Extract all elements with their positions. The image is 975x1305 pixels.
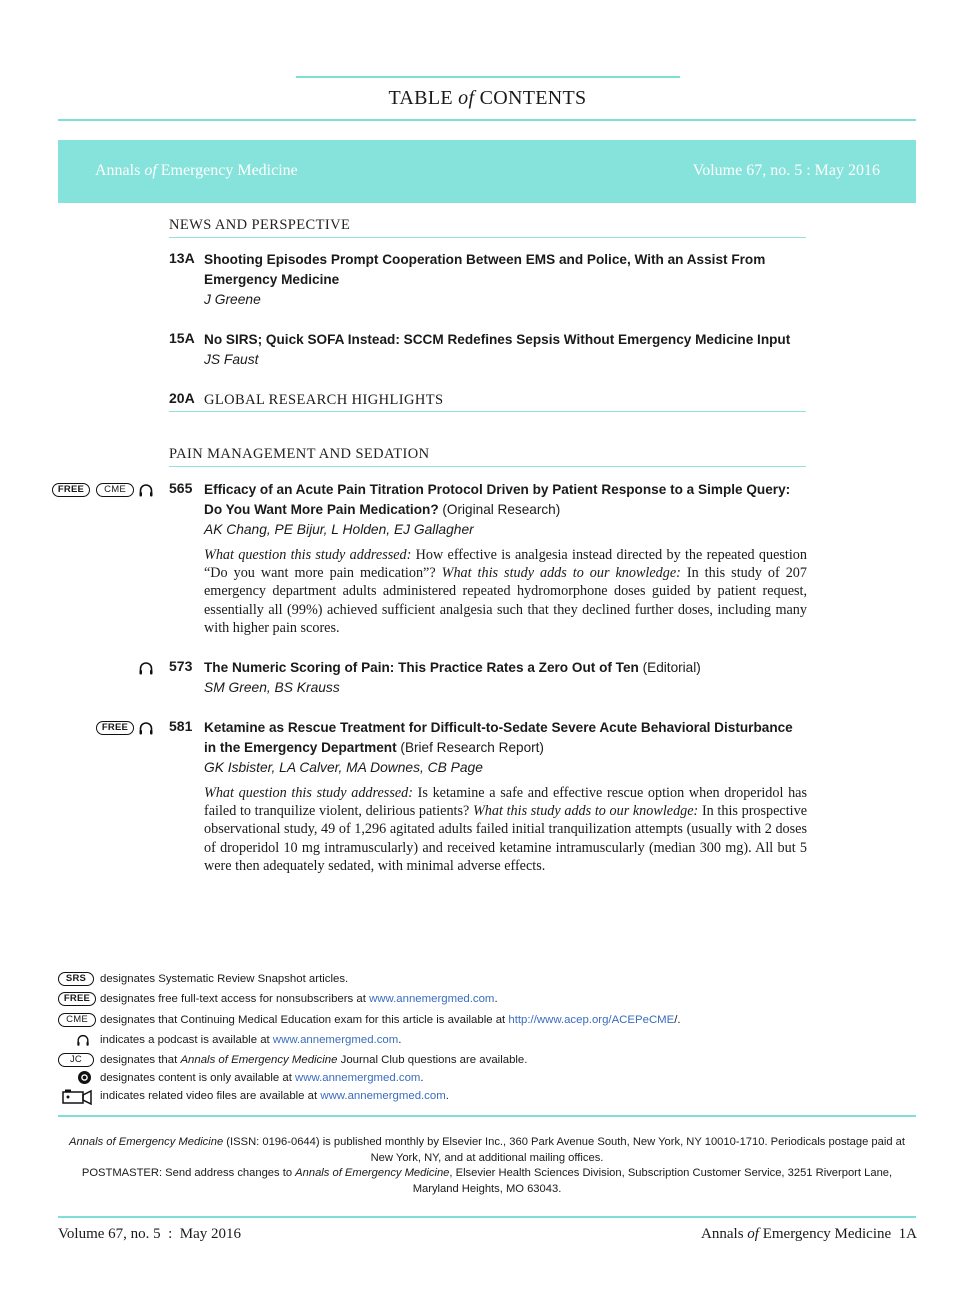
article-title[interactable]: The Numeric Scoring of Pain: This Practice Rates a Zero Out of Ten (Editorial) <box>204 660 701 675</box>
srs-badge: SRS <box>58 972 94 986</box>
footer-journal: Annals of Emergency Medicine 1A <box>701 1226 917 1242</box>
header-top-rule <box>296 76 680 78</box>
section-rule <box>169 411 806 412</box>
page-number: 20A <box>169 390 195 406</box>
article-title[interactable]: Shooting Episodes Prompt Cooperation Between EMS and Police, With an Assist From Emergency Medicine <box>204 252 766 287</box>
article-title[interactable]: Ketamine as Rescue Treatment for Difficult-to-Sedate Severe Acute Behavioral Disturbance in the Emergency Department (Brief Research Report) <box>204 720 793 755</box>
article-authors: JS Faust <box>204 352 259 367</box>
annemergmed-link[interactable]: www.annemergmed.com <box>369 993 495 1005</box>
toc-entry-565[interactable] <box>169 480 809 637</box>
article-authors: AK Chang, PE Bijur, L Holden, EJ Gallagher <box>204 522 474 537</box>
podcast-headphones-icon <box>138 660 154 676</box>
page-number: 15A <box>169 330 195 346</box>
page-number: 13A <box>169 250 195 266</box>
footer-issue: Volume 67, no. 5 : May 2016 <box>58 1226 242 1242</box>
postmaster-line: POSTMASTER: Send address changes to Annals of Emergency Medicine, Elsevier Health Sciences Division, Subscription Customer Service, 3251 Riverport Lane, Maryland Heights, MO 63043. <box>81 1167 893 1195</box>
footer-top-rule <box>58 1216 916 1218</box>
toc-entry-581[interactable] <box>169 718 809 875</box>
video-camera-icon <box>62 1089 94 1105</box>
toc-entry-573[interactable] <box>169 658 809 698</box>
free-badge: FREE <box>58 992 96 1006</box>
article-authors: J Greene <box>204 292 261 307</box>
annemergmed-link[interactable]: www.annemergmed.com <box>295 1072 421 1084</box>
page-number: 581 <box>169 718 193 734</box>
article-title[interactable]: GLOBAL RESEARCH HIGHLIGHTS <box>204 392 444 408</box>
article-type: (Original Research) <box>438 502 561 517</box>
article-title[interactable]: No SIRS; Quick SOFA Instead: SCCM Redefines Sepsis Without Emergency Medicine Input <box>204 332 791 347</box>
free-badge: FREE <box>96 721 134 735</box>
cme-badge: CME <box>58 1013 96 1027</box>
podcast-headphones-icon <box>76 1033 90 1047</box>
publication-line: Annals of Emergency Medicine (ISSN: 0196-0644) is published monthly by Elsevier Inc., 360 Park Avenue South, New York, NY 10010-1710. Periodicals postage paid at New York, NY, and at additional mailing offices. <box>68 1136 906 1164</box>
section-rule <box>169 466 806 467</box>
podcast-headphones-icon <box>138 482 154 498</box>
page-title: TABLE of CONTENTS <box>388 87 587 109</box>
section-heading-news: NEWS AND PERSPECTIVE <box>169 217 351 233</box>
online-only-icon <box>78 1071 91 1084</box>
section-heading-pain: PAIN MANAGEMENT AND SEDATION <box>169 446 430 462</box>
annemergmed-link[interactable]: www.annemergmed.com <box>320 1090 446 1102</box>
journal-banner <box>58 140 916 203</box>
article-authors: SM Green, BS Krauss <box>204 680 340 695</box>
page-folio: 1A <box>898 1226 917 1242</box>
article-type: (Brief Research Report) <box>396 740 544 755</box>
article-abstract: What question this study addressed: Is ketamine a safe and effective rescue option when droperidol has failed to tranquilize violent, delirious patients? What this study adds to our knowledge: In this prospective observational study, 49 of 1,296 agitated adults failed initial tranquilization attempts (usually with 2 doses of droperidol 10 mg intramuscularly) and received ketamine intramuscularly (median 300 mg). All but 5 were then adequately sedated, with minimal adverse effects. <box>204 785 807 874</box>
annemergmed-link[interactable]: www.annemergmed.com <box>272 1034 399 1046</box>
article-type: (Editorial) <box>638 660 701 675</box>
toc-entry-13a[interactable] <box>169 250 809 310</box>
free-badge: FREE <box>52 483 90 497</box>
acep-cme-link[interactable]: http://www.acep.org/ACEPeCME <box>508 1014 675 1026</box>
page-number: 565 <box>169 480 193 496</box>
toc-entry-15a[interactable] <box>169 330 809 370</box>
publication-info <box>58 1135 916 1197</box>
legend-text: designates Systematic Review Snapshot articles. <box>100 973 349 985</box>
article-abstract: What question this study addressed: How effective is analgesia instead directed by the repeated question “Do you want more pain medication”? What this study adds to our knowledge: In this study of 207 emergency department adults administered repeated hydromorphone doses guided by patient request, essentially all (99%) achieved sufficient analgesia such that they declined further doses, including many with higher pain scores. <box>204 547 807 636</box>
jc-badge: JC <box>58 1053 94 1067</box>
section-rule <box>169 237 806 238</box>
cme-badge: CME <box>96 483 134 497</box>
header-bottom-rule <box>58 119 916 121</box>
toc-entry-20a[interactable] <box>169 390 809 410</box>
banner-issue: Volume 67, no. 5 : May 2016 <box>692 162 880 179</box>
page-number: 573 <box>169 658 193 674</box>
legend-bottom-rule <box>58 1115 916 1117</box>
banner-journal-name: Annals of Emergency Medicine <box>95 162 298 179</box>
podcast-headphones-icon <box>138 720 154 736</box>
article-title[interactable]: Efficacy of an Acute Pain Titration Protocol Driven by Patient Response to a Simple Query: Do You Want More Pain Medication? (Original Research) <box>204 482 791 517</box>
article-authors: GK Isbister, LA Calver, MA Downes, CB Page <box>204 760 483 775</box>
